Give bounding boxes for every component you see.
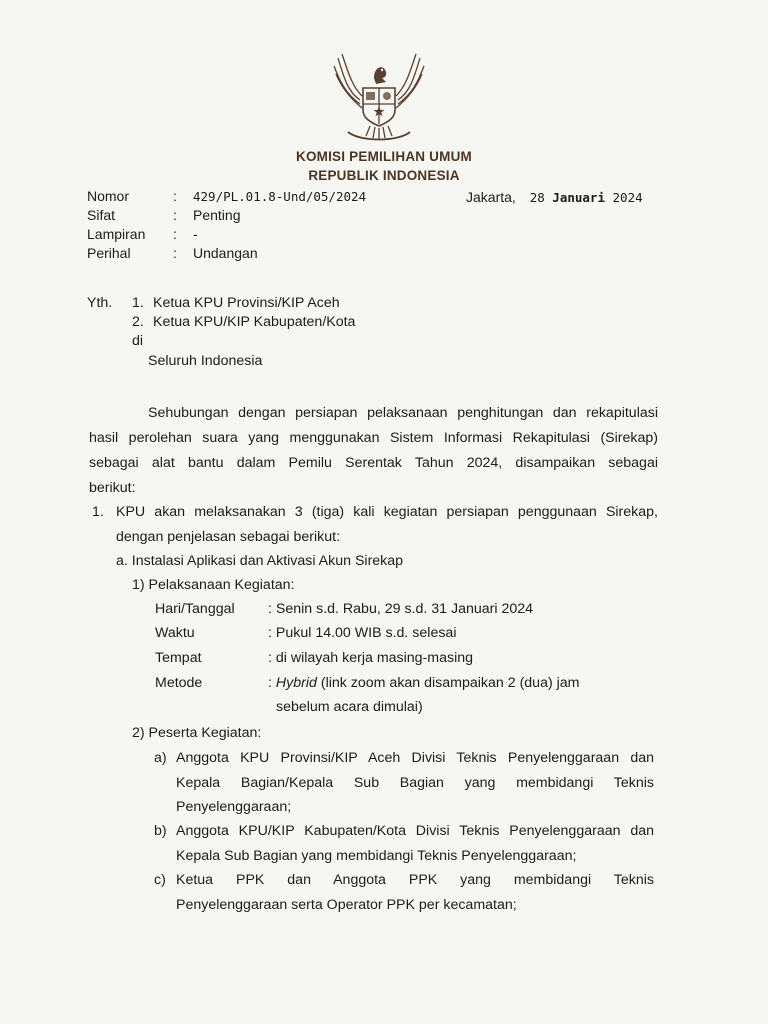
- lampiran-colon: :: [173, 226, 177, 242]
- peserta-c-line-1: Ketua PPK dan Anggota PPK yang membidangi Teknis: [176, 872, 654, 888]
- intro-line-1: Sehubungan dengan persiapan pelaksanaan penghitungan dan rekapitulasi: [148, 405, 658, 421]
- tempat-value: : di wilayah kerja masing-masing: [268, 650, 474, 666]
- metode-value: [268, 675, 580, 691]
- date-day: 28: [529, 190, 545, 205]
- peserta-b-mark: b): [154, 823, 167, 839]
- garuda-emblem-icon: [330, 48, 428, 144]
- waktu-value: : Pukul 14.00 WIB s.d. selesai: [268, 625, 457, 641]
- metode-line-2: sebelum acara dimulai): [276, 699, 423, 715]
- peserta-a-line-2: Kepala Bagian/Kepala Sub Bagian yang membidangi Teknis: [176, 775, 654, 791]
- peserta-a-line-3: Penyelenggaraan;: [176, 799, 292, 815]
- subsection-1-title: 1) Pelaksanaan Kegiatan:: [132, 577, 295, 593]
- sifat-colon: :: [173, 207, 177, 223]
- point-1-line-1: KPU akan melaksanakan 3 (tiga) kali kegiatan persiapan penggunaan Sirekap,: [116, 504, 658, 520]
- perihal-colon: :: [173, 245, 177, 261]
- metode-rest: (link zoom akan disampaikan 2 (dua) jam: [316, 675, 580, 691]
- addressee-1: Ketua KPU Provinsi/KIP Aceh: [153, 295, 340, 311]
- nomor-value: 429/PL.01.8-Und/05/2024: [193, 189, 367, 204]
- intro-line-2: hasil perolehan suara yang menggunakan Sistem Informasi Rekapitulasi (Sirekap): [89, 430, 658, 446]
- peserta-c-mark: c): [154, 872, 166, 888]
- intro-line-3: sebagai alat bantu dalam Pemilu Serentak Tahun 2024, disampaikan sebagai: [89, 455, 658, 471]
- metode-label: Metode: [155, 675, 203, 691]
- lampiran-value: -: [193, 226, 198, 242]
- waktu-label: Waktu: [155, 625, 195, 641]
- peserta-a-mark: a): [154, 750, 167, 766]
- peserta-c-line-2: Penyelenggaraan serta Operator PPK per kecamatan;: [176, 897, 517, 913]
- addressee-2-num: 2.: [132, 314, 144, 330]
- perihal-value: Undangan: [193, 245, 258, 261]
- addressee-2: Ketua KPU/KIP Kabupaten/Kota: [153, 314, 356, 330]
- hari-label: Hari/Tanggal: [155, 601, 235, 617]
- sifat-label: Sifat: [87, 207, 116, 223]
- lampiran-label: Lampiran: [87, 226, 146, 242]
- nomor-label: Nomor: [87, 188, 130, 204]
- point-1-line-2: dengan penjelasan sebagai berikut:: [116, 529, 341, 545]
- intro-line-4: berikut:: [89, 480, 136, 496]
- org-name-line1: KOMISI PEMILIHAN UMUM: [296, 149, 472, 164]
- peserta-a-line-1: Anggota KPU Provinsi/KIP Aceh Divisi Teknis Penyelenggaraan dan: [176, 750, 654, 766]
- place-name: Jakarta,: [466, 189, 516, 205]
- hari-value: : Senin s.d. Rabu, 29 s.d. 31 Januari 2024: [268, 601, 534, 617]
- di-label: di: [132, 333, 144, 349]
- subsection-2-title: 2) Peserta Kegiatan:: [132, 725, 262, 741]
- peserta-b-line-1: Anggota KPU/KIP Kabupaten/Kota Divisi Teknis Penyelenggaraan dan: [176, 823, 654, 839]
- org-name-line2: REPUBLIK INDONESIA: [308, 168, 460, 183]
- metode-colon: :: [268, 675, 272, 691]
- yth-label: Yth.: [87, 295, 113, 311]
- section-a-title: a. Instalasi Aplikasi dan Aktivasi Akun Sirekap: [116, 553, 404, 569]
- metode-hybrid: Hybrid: [275, 675, 317, 691]
- tempat-label: Tempat: [155, 650, 202, 666]
- sifat-value: Penting: [193, 207, 241, 223]
- date-month: Januari: [552, 190, 605, 205]
- addressee-1-num: 1.: [132, 295, 144, 311]
- perihal-label: Perihal: [87, 245, 131, 261]
- place-date: [466, 189, 643, 205]
- addressee-location: Seluruh Indonesia: [148, 353, 263, 369]
- peserta-b-line-2: Kepala Sub Bagian yang membidangi Teknis Penyelenggaraan;: [176, 848, 577, 864]
- nomor-colon: :: [173, 188, 177, 204]
- point-1-num: 1.: [92, 504, 104, 520]
- date-year: 2024: [612, 190, 643, 205]
